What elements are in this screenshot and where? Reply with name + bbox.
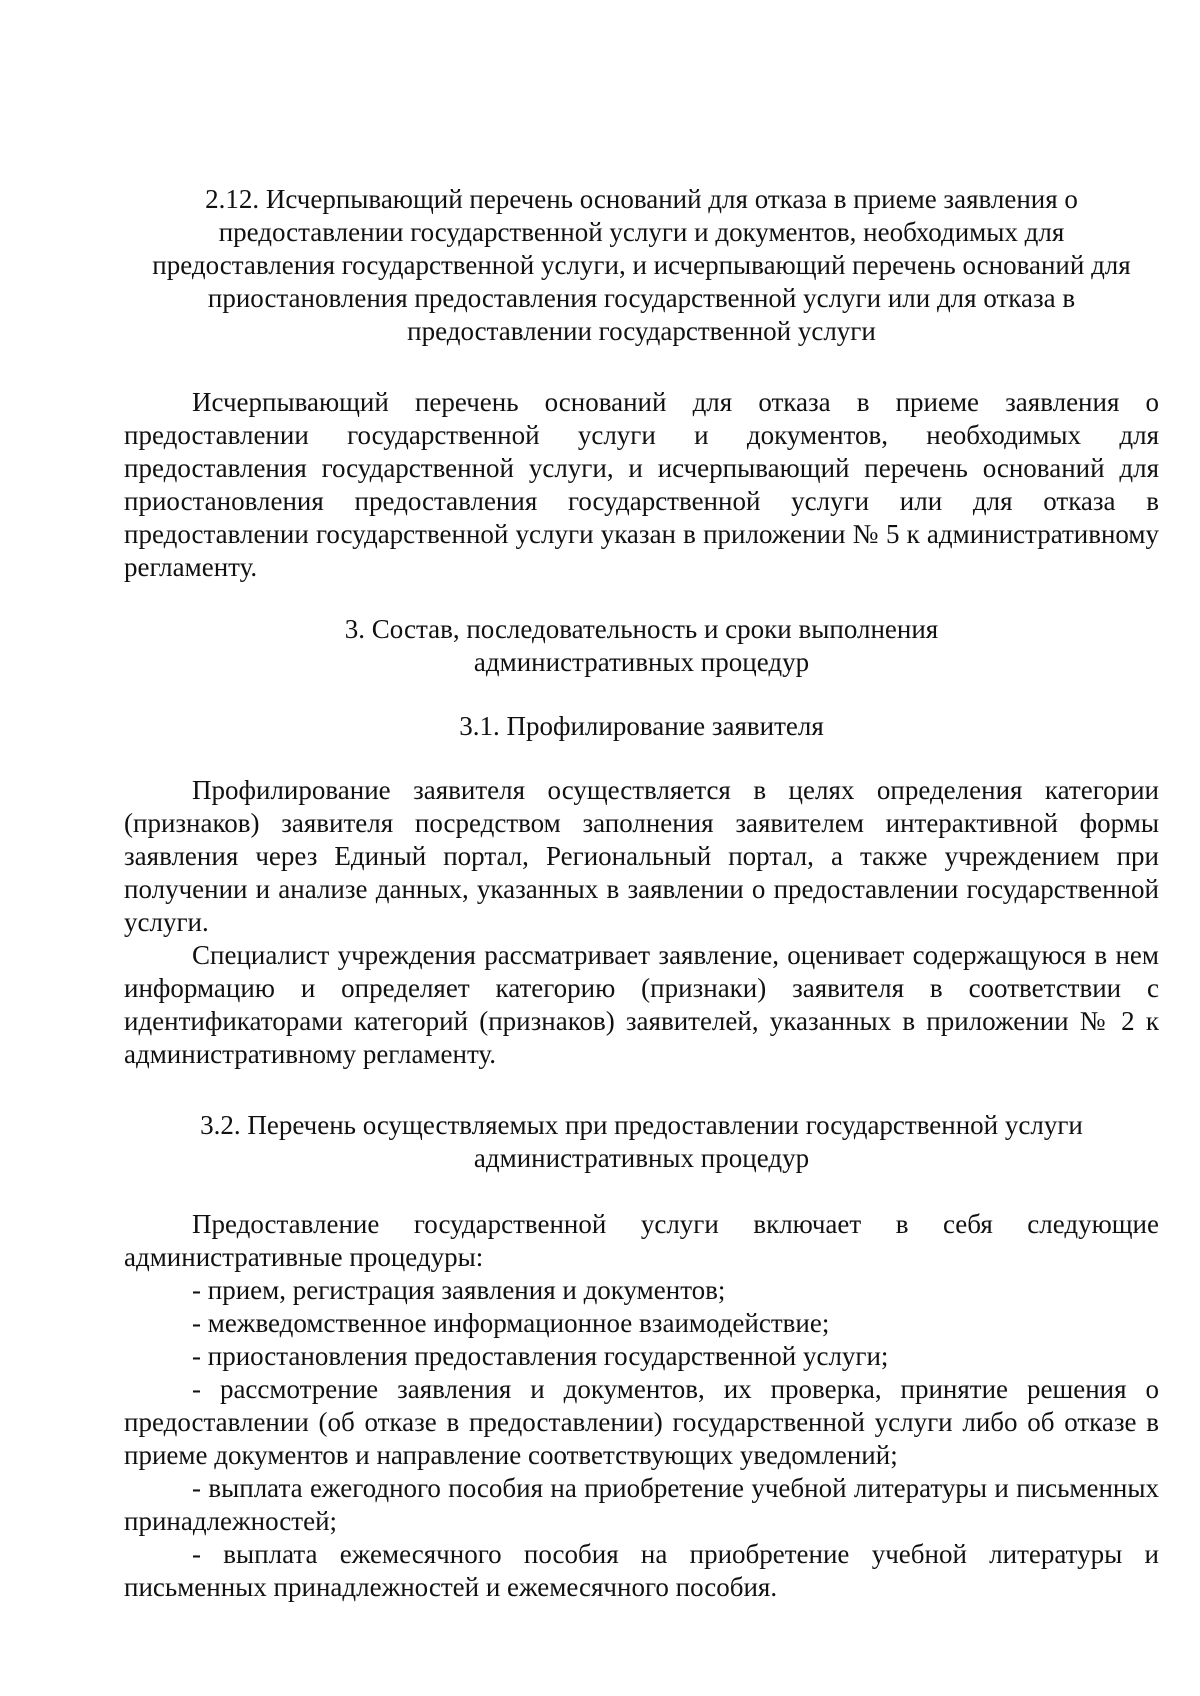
section-3-1-paragraph-1: Профилирование заявителя осуществляется в целях определения категории (признаков) заявителя посредством заполнения заявителем интерактивной формы заявления через Единый портал, Региональный портал, а также учреждением при получении и анализе данных, указанных в заявлении о предоставлении государственной услуги. [124, 775, 1159, 937]
section-3-heading-line1: 3. Состав, последовательность и сроки выполнения [344, 614, 939, 644]
list-item: - выплата ежегодного пособия на приобретение учебной литературы и письменных принадлежностей; [124, 1473, 1159, 1536]
list-item: - выплата ежемесячного пособия на приобретение учебной литературы и письменных принадлежностей и ежемесячного пособия. [124, 1539, 1159, 1602]
section-3-2-heading-line1: 3.2. Перечень осуществляемых при предоставлении государственной услуги [200, 1110, 1083, 1140]
section-3-2-heading [124, 1109, 1159, 1175]
section-3-1-paragraph-2: Специалист учреждения рассматривает заявление, оценивает содержащуюся в нем информацию и определяет категорию (признаки) заявителя в соответствии с идентификаторами категорий (признаков) заявителей, указанных в приложении № 2 к административному регламенту. [124, 940, 1159, 1069]
document-content [124, 183, 1159, 1604]
spacer [124, 584, 1159, 613]
spacer [124, 679, 1159, 710]
spacer [124, 1071, 1159, 1109]
list-item: - приостановления предоставления государственной услуги; [192, 1341, 889, 1371]
section-3-2-heading-line2: административных процедур [473, 1143, 810, 1173]
spacer [124, 348, 1159, 386]
list-item: - прием, регистрация заявления и документов; [192, 1275, 726, 1305]
list-item: - рассмотрение заявления и документов, их проверка, принятие решения о предоставлении (об отказе в предоставлении) государственной услуги либо об отказе в приеме документов и направление соответствующих уведомлений; [124, 1374, 1159, 1470]
list-item: - межведомственное информационное взаимодействие; [192, 1308, 830, 1338]
section-2-12-paragraph: Исчерпывающий перечень оснований для отказа в приеме заявления о предоставлении государственной услуги и документов, необходимых для предоставления государственной услуги, и исчерпывающий перечень оснований для приостановления предоставления государственной услуги или для отказа в предоставлении государственной услуги указан в приложении № 5 к административному регламенту. [124, 387, 1159, 582]
section-3-2-intro: Предоставление государственной услуги включает в себя следующие административные процедуры: [124, 1209, 1159, 1272]
section-2-12-heading: 2.12. Исчерпывающий перечень оснований для отказа в приеме заявления о предоставлении государственной услуги и документов, необходимых для предоставления государственной услуги, и исчерпывающий перечень оснований для приостановления предоставления государственной услуги или для отказа в предоставлении государственной услуги [152, 184, 1131, 346]
section-3-heading [124, 613, 1159, 679]
spacer [124, 743, 1159, 774]
spacer [124, 1175, 1159, 1208]
section-3-heading-line2: административных процедур [473, 647, 810, 677]
procedure-list [124, 1274, 1159, 1604]
section-3-1-heading: 3.1. Профилирование заявителя [459, 711, 824, 741]
